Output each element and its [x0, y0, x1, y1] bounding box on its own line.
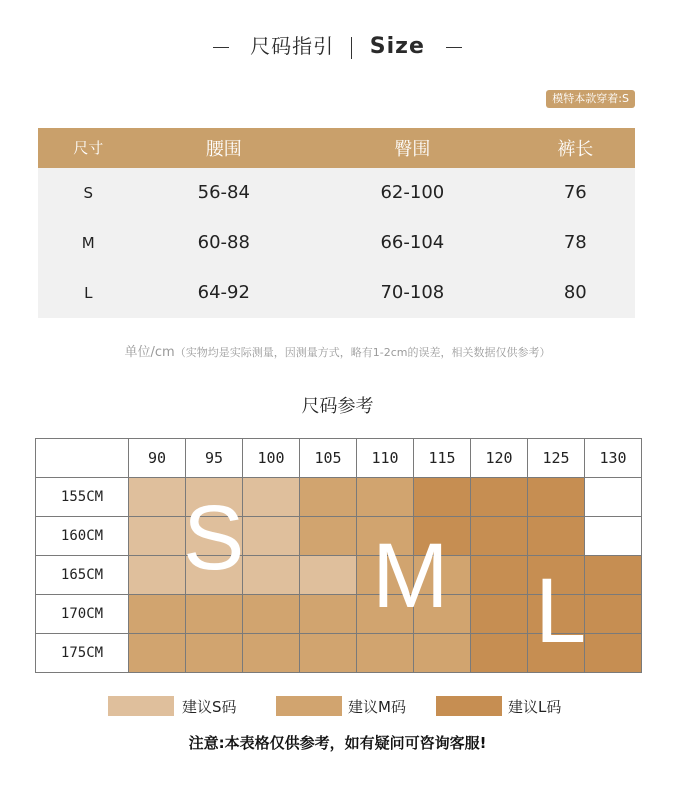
grid-cell-l: [528, 478, 585, 517]
grid-cell-l: [471, 556, 528, 595]
table-row: [38, 168, 635, 218]
hip-cell: 62-100: [380, 182, 445, 204]
big-letter-s: S: [183, 487, 245, 589]
grid-cell-m: [300, 595, 357, 634]
grid-cell-m: [129, 634, 186, 673]
reference-row: [36, 478, 642, 517]
grid-cell-l: [471, 478, 528, 517]
height-label: 170CM: [36, 595, 129, 634]
grid-cell-empty: [585, 478, 642, 517]
length-cell: 78: [563, 232, 587, 254]
height-label: 160CM: [36, 517, 129, 556]
title-cn: 尺码指引: [250, 34, 335, 58]
grid-cell-m: [300, 517, 357, 556]
legend-label-l: 建议L码: [508, 698, 562, 716]
legend-swatch-s: [108, 696, 174, 716]
table-row: [38, 218, 635, 268]
header-length: 裤长: [557, 138, 594, 160]
hip-cell: 66-104: [380, 232, 445, 254]
grid-cell-l: [528, 517, 585, 556]
size-cell: S: [83, 183, 94, 202]
footer-note: 注意:本表格仅供参考，如有疑问可咨询客服!: [188, 734, 487, 752]
grid-cell-m: [300, 478, 357, 517]
grid-cell-l: [471, 595, 528, 634]
height-label: 165CM: [36, 556, 129, 595]
weight-header: 110: [357, 439, 414, 478]
grid-cell-m: [243, 634, 300, 673]
waist-cell: 64-92: [197, 282, 250, 304]
reference-title: 尺码参考: [301, 396, 374, 417]
grid-cell-l: [585, 595, 642, 634]
size-cell: L: [84, 283, 93, 302]
weight-header: 100: [243, 439, 300, 478]
length-cell: 80: [563, 282, 587, 304]
grid-cell-s: [243, 517, 300, 556]
grid-cell-l: [585, 556, 642, 595]
grid-cell-l: [471, 517, 528, 556]
grid-cell-empty: [585, 517, 642, 556]
hip-cell: 70-108: [380, 282, 445, 304]
grid-cell-s: [129, 556, 186, 595]
size-table-header: [38, 128, 635, 168]
grid-cell-m: [186, 634, 243, 673]
grid-cell-m: [243, 595, 300, 634]
weight-header: 130: [585, 439, 642, 478]
big-letter-m: M: [372, 525, 449, 627]
grid-cell-l: [471, 634, 528, 673]
grid-cell-m: [300, 634, 357, 673]
weight-header: 90: [129, 439, 186, 478]
weight-header: 105: [300, 439, 357, 478]
grid-cell-m: [357, 634, 414, 673]
reference-row: [36, 517, 642, 556]
size-table: [38, 128, 635, 318]
grid-cell-m: [186, 595, 243, 634]
big-letter-l: L: [535, 560, 587, 662]
grid-cell-s: [243, 478, 300, 517]
legend-swatch-m: [276, 696, 342, 716]
legend-label-m: 建议M码: [348, 698, 406, 716]
grid-cell-m: [357, 478, 414, 517]
header-hip: 臀围: [394, 138, 431, 160]
grid-cell-m: [414, 634, 471, 673]
grid-cell-m: [129, 595, 186, 634]
weight-header: 125: [528, 439, 585, 478]
note-text: （实物均是实际测量，因测量方式，略有1-2cm的误差，相关数据仅供参考）: [174, 346, 551, 359]
left-dash: [213, 47, 229, 48]
height-label: 155CM: [36, 478, 129, 517]
header-waist: 腰围: [205, 138, 242, 160]
weight-header: 95: [186, 439, 243, 478]
size-cell: M: [81, 233, 95, 252]
grid-cell-l: [414, 478, 471, 517]
grid-cell-s: [129, 478, 186, 517]
reference-header-row: [36, 439, 642, 478]
unit-label: 单位/cm: [124, 345, 175, 360]
grid-cell-s: [243, 556, 300, 595]
page-title: [0, 30, 675, 66]
height-label: 175CM: [36, 634, 129, 673]
weight-header: 120: [471, 439, 528, 478]
grid-cell-s: [129, 517, 186, 556]
length-cell: 76: [563, 182, 587, 204]
model-size-badge: 模特本款穿着:S: [546, 90, 635, 108]
title-en: Size: [369, 34, 425, 59]
legend-label-s: 建议S码: [182, 698, 237, 716]
table-row: [38, 268, 635, 318]
grid-cell-s: [300, 556, 357, 595]
header-size: 尺寸: [73, 139, 104, 158]
reference-corner: [36, 439, 129, 478]
legend: [0, 694, 675, 718]
measurement-note: [0, 341, 675, 360]
waist-cell: 60-88: [197, 232, 250, 254]
grid-cell-l: [585, 634, 642, 673]
waist-cell: 56-84: [197, 182, 250, 204]
weight-header: 115: [414, 439, 471, 478]
legend-swatch-l: [436, 696, 502, 716]
title-separator: [351, 37, 352, 59]
right-dash: [446, 47, 462, 48]
